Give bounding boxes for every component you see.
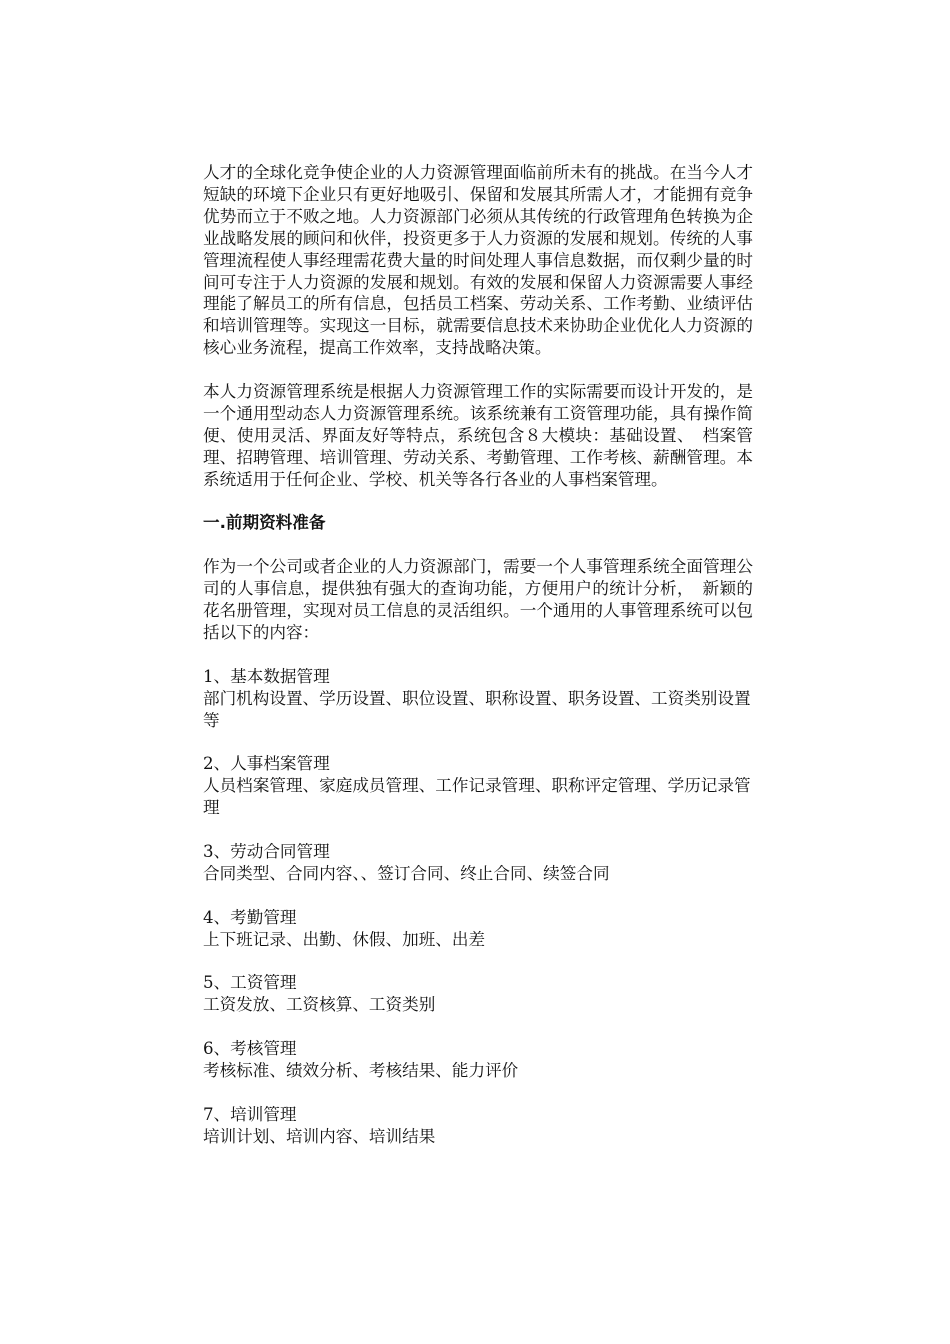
module-description: 上下班记录、出勤、休假、加班、出差 [203, 929, 486, 949]
intro-paragraph-1: 人才的全球化竞争使企业的人力资源管理面临前所未有的挑战。在当今人才短缺的环境下企业只有更好地吸引、保留和发展其所需人才，才能拥有竞争优势而立于不败之地。人力资源部门必须从其传统的行政管理角色转换为企业战略发展的顾问和伙伴，投资更多于人力资源的发展和规划。传统的人事管理流程使人事经理需花费大量的时间处理人事信息数据，而仅剩少量的时间可专注于人力资源的发展和规划。有效的发展和保留人力资源需要人事经理能了解员工的所有信息，包括员工档案、劳动关系、工作考勤、业绩评估和培训管理等。实现这一目标，就需要信息技术来协助企业优化人力资源的核心业务流程，提高工作效率，支持战略决策。 [203, 163, 753, 358]
module-title: 1、基本数据管理 [203, 666, 330, 686]
module-title: 5、工资管理 [203, 973, 297, 993]
module-description: 部门机构设置、学历设置、职位设置、职称设置、职务设置、工资类别设置等 [203, 688, 751, 730]
module-description: 人员档案管理、家庭成员管理、工作记录管理、职称评定管理、学历记录管理 [203, 776, 751, 818]
intro-paragraph-2: 本人力资源管理系统是根据人力资源管理工作的实际需要而设计开发的，是一个通用型动态人力资源管理系统。该系统兼有工资管理功能，具有操作简便、使用灵活、界面友好等特点，系统包含８大模块：基础设置、 档案管理、招聘管理、培训管理、劳动关系、考勤管理、工作考核、薪酬管理。本系统适用于任何企业、学校、机关等各行各业的人事档案管理。 [203, 382, 753, 489]
module-description: 考核标准、绩效分析、考核结果、能力评价 [203, 1061, 519, 1081]
module-description: 工资发放、工资核算、工资类别 [203, 995, 436, 1015]
module-item [203, 1038, 753, 1082]
module-item [203, 972, 753, 1016]
module-item [203, 666, 753, 732]
module-description: 合同类型、合同内容、、签订合同、终止合同、续签合同 [203, 863, 610, 883]
module-item [203, 753, 753, 819]
section-heading: 一.前期资料准备 [203, 513, 326, 533]
module-item [203, 841, 753, 885]
module-description: 培训计划、培训内容、培训结果 [203, 1126, 436, 1146]
module-title: 7、培训管理 [203, 1104, 297, 1124]
module-title: 2、人事档案管理 [203, 754, 330, 774]
module-item [203, 907, 753, 951]
module-title: 4、考勤管理 [203, 907, 297, 927]
section-intro-paragraph: 作为一个公司或者企业的人力资源部门，需要一个人事管理系统全面管理公司的人事信息，提供独有强大的查询功能，方便用户的统计分析， 新颖的花名册管理，实现对员工信息的灵活组织。一个通用的人事管理系统可以包括以下的内容： [203, 557, 753, 642]
document-body [203, 162, 753, 1170]
module-item [203, 1104, 753, 1148]
module-title: 3、劳动合同管理 [203, 842, 330, 861]
module-title: 6、考核管理 [203, 1039, 297, 1059]
